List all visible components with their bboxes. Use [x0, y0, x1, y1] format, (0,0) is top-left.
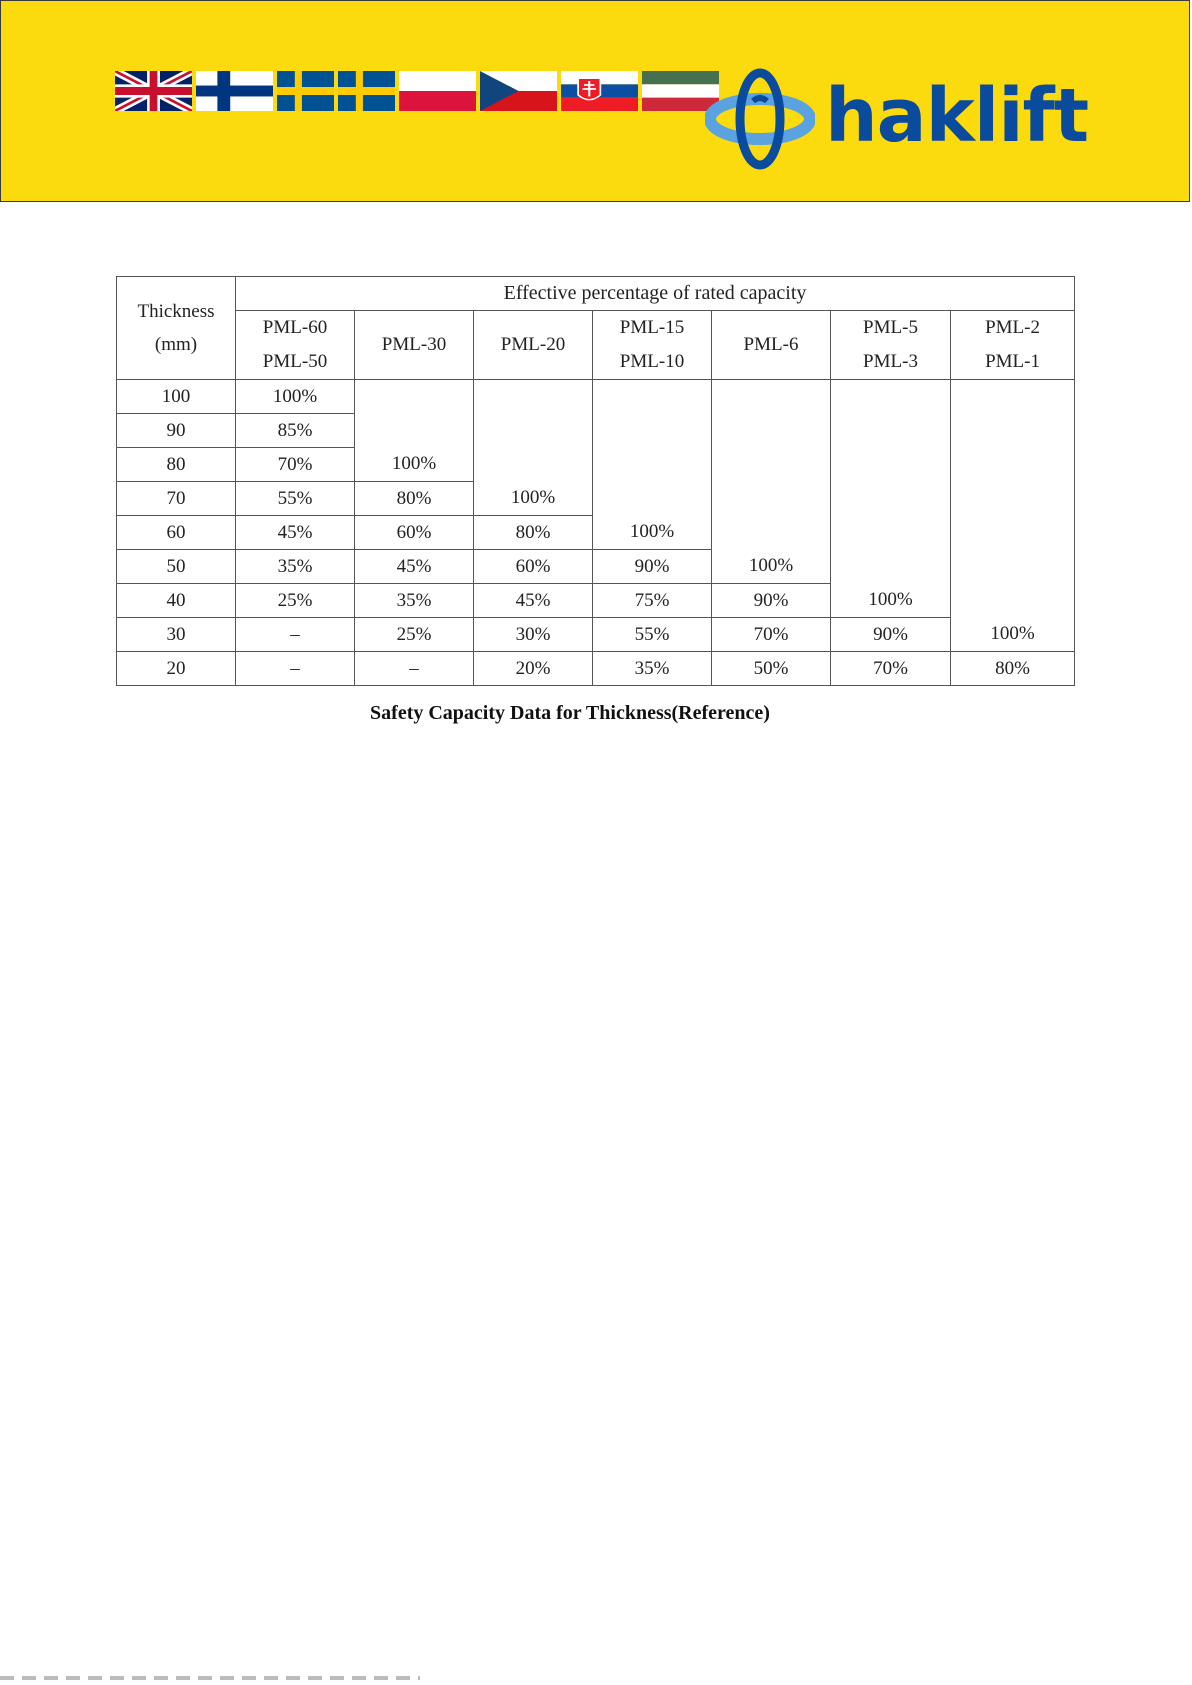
sweden-flag-icon[interactable]	[277, 71, 334, 111]
haklift-wordmark: haklift	[825, 73, 1089, 159]
capacity-cell: 45%	[474, 584, 593, 618]
capacity-cell: 45%	[236, 516, 355, 550]
capacity-cell: 55%	[236, 482, 355, 516]
model-header-pml-15-10: PML-15 PML-10	[593, 311, 712, 380]
thickness-cell: 90	[117, 414, 236, 448]
capacity-cell: 90%	[593, 550, 712, 584]
haklift-logo	[705, 67, 815, 171]
capacity-cell: 60%	[355, 516, 474, 550]
capacity-cell: 45%	[355, 550, 474, 584]
table-row	[117, 618, 1075, 652]
capacity-cell: 100%	[474, 380, 593, 516]
thickness-cell: 70	[117, 482, 236, 516]
safety-capacity-table	[116, 276, 1075, 686]
thickness-cell: 60	[117, 516, 236, 550]
capacity-cell: –	[355, 652, 474, 686]
capacity-cell: 80%	[951, 652, 1075, 686]
thickness-cell: 100	[117, 380, 236, 414]
model-header-pml-5-3: PML-5 PML-3	[831, 311, 951, 380]
thickness-cell: 20	[117, 652, 236, 686]
model-header-pml-60-50: PML-60 PML-50	[236, 311, 355, 380]
capacity-cell: 100%	[831, 380, 951, 618]
sweden-flag-icon[interactable]	[338, 71, 395, 111]
thickness-header: Thickness (mm)	[117, 277, 236, 380]
capacity-cell: 80%	[355, 482, 474, 516]
footer-mark	[0, 1676, 420, 1680]
capacity-cell: 75%	[593, 584, 712, 618]
capacity-cell: –	[236, 652, 355, 686]
language-flags	[115, 71, 719, 111]
capacity-cell: 100%	[355, 380, 474, 482]
table-row	[117, 380, 1075, 414]
capacity-cell: 20%	[474, 652, 593, 686]
header-banner	[0, 0, 1190, 202]
capacity-cell: 25%	[236, 584, 355, 618]
capacity-cell: 55%	[593, 618, 712, 652]
capacity-cell: 35%	[355, 584, 474, 618]
capacity-cell: 100%	[951, 380, 1075, 652]
capacity-cell: 85%	[236, 414, 355, 448]
capacity-cell: 35%	[236, 550, 355, 584]
haklift-ring-icon	[705, 67, 815, 171]
capacity-cell: 50%	[712, 652, 831, 686]
capacity-cell: 70%	[236, 448, 355, 482]
capacity-cell: 70%	[831, 652, 951, 686]
slovakia-flag-icon[interactable]	[561, 71, 638, 111]
capacity-cell: 90%	[712, 584, 831, 618]
model-header-pml-2-1: PML-2 PML-1	[951, 311, 1075, 380]
thickness-cell: 80	[117, 448, 236, 482]
thickness-cell: 40	[117, 584, 236, 618]
capacity-cell: 100%	[593, 380, 712, 550]
capacity-cell: 30%	[474, 618, 593, 652]
uk-flag-icon[interactable]	[115, 71, 192, 111]
finland-flag-icon[interactable]	[196, 71, 273, 111]
thickness-cell: 50	[117, 550, 236, 584]
model-header-pml-6: PML-6	[712, 311, 831, 380]
capacity-cell: 70%	[712, 618, 831, 652]
capacity-cell: 60%	[474, 550, 593, 584]
table-caption: Safety Capacity Data for Thickness(Reference)	[370, 702, 770, 724]
poland-flag-icon[interactable]	[399, 71, 476, 111]
capacity-cell: 35%	[593, 652, 712, 686]
capacity-cell: –	[236, 618, 355, 652]
effective-percentage-header: Effective percentage of rated capacity	[236, 277, 1075, 311]
czech-flag-icon[interactable]	[480, 71, 557, 111]
thickness-cell: 30	[117, 618, 236, 652]
capacity-cell: 80%	[474, 516, 593, 550]
model-header-pml-30: PML-30	[355, 311, 474, 380]
table-row	[117, 652, 1075, 686]
model-header-pml-20: PML-20	[474, 311, 593, 380]
capacity-cell: 100%	[236, 380, 355, 414]
capacity-cell: 90%	[831, 618, 951, 652]
capacity-cell: 25%	[355, 618, 474, 652]
capacity-cell: 100%	[712, 380, 831, 584]
